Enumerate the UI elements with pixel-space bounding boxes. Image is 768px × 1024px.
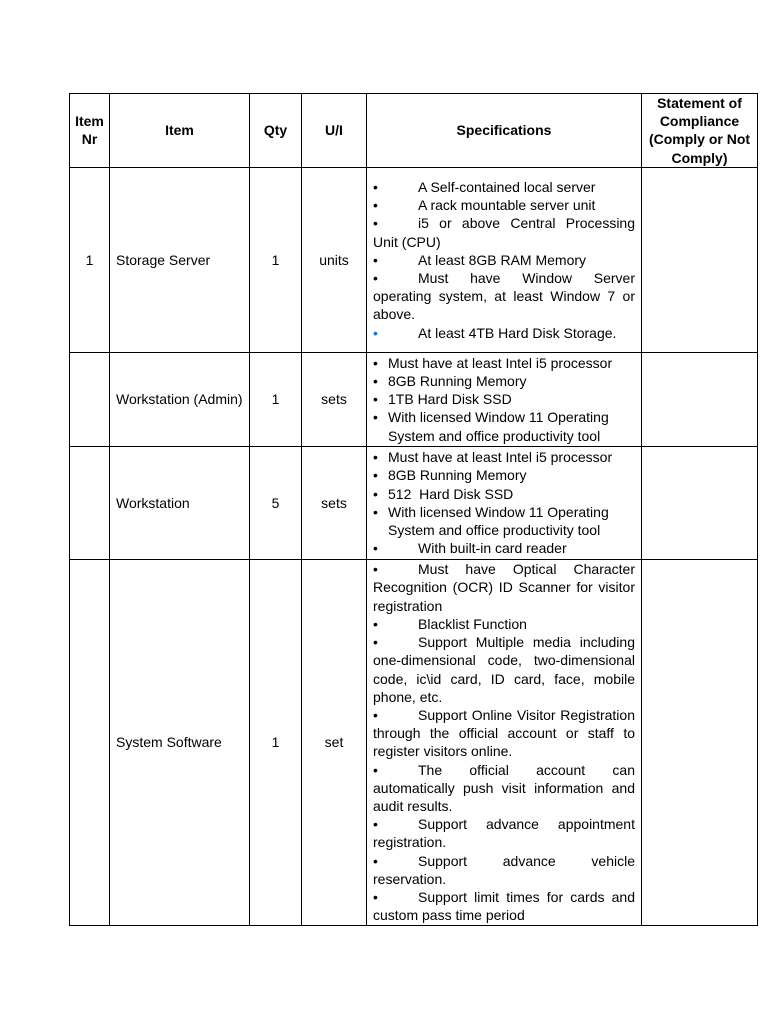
item-cell: Workstation [110,446,250,559]
specifications-cell [367,352,642,446]
bullet-icon: • [373,178,378,195]
spec-line: • Support limit times for cards and custom pass time period [373,888,635,924]
spec-line: • With built-in card reader [373,540,567,557]
list-item: • 512 Hard Disk SSD [373,485,514,502]
qty-cell: 1 [250,352,302,446]
bullet-icon: • [373,354,378,371]
bullet-icon: • [373,561,378,578]
list-item: • 8GB Running Memory [373,373,527,389]
bullet-icon: • [373,540,378,557]
bullet-icon: • [373,215,378,232]
bullet-icon: • [373,816,378,833]
bullet-icon: • [373,391,378,408]
spec-line: • A Self-contained local server [373,178,596,195]
qty-cell: 1 [250,167,302,352]
ui-cell: sets [302,352,367,446]
ui-cell: units [302,167,367,352]
compliance-cell[interactable] [642,352,758,446]
list-item: • 1TB Hard Disk SSD [373,391,512,408]
item-nr-cell [70,446,110,559]
spec-line: • i5 or above Central Processing Unit (CPU) [373,215,635,250]
item-cell: System Software [110,559,250,925]
bullet-icon: • [373,485,378,502]
bullet-icon: • [373,888,378,905]
qty-cell: 1 [250,559,302,925]
bullet-icon: • [373,449,378,466]
list-item: • With licensed Window 11 Operating System and office productivity tool [373,409,609,444]
specifications-cell [367,446,642,559]
spec-line: • At least 8GB RAM Memory [373,251,587,268]
table-row [70,352,758,446]
spec-line: • Support Multiple media including one-dimensional code, two-dimensional code, ic\id card, ID card, face, mobile phone, etc. [373,634,635,705]
header-compliance: Statement of Compliance (Comply or Not Comply) [642,94,758,168]
list-item: • With licensed Window 11 Operating System and office productivity tool [373,503,609,539]
bullet-icon: • [373,467,378,484]
spec-line: • Blacklist Function [373,615,527,632]
list-item: • Must have at least Intel i5 processor [373,354,613,371]
spec-list [373,354,635,445]
bullet-icon: • [373,409,378,426]
compliance-cell[interactable] [642,167,758,352]
bullet-icon: • [373,373,378,389]
list-item: • Must have at least Intel i5 processor [373,449,613,466]
spec-line: • A rack mountable server unit [373,197,596,214]
header-row [70,94,758,168]
bullet-icon: • [373,503,378,520]
item-cell: Storage Server [110,167,250,352]
spec-line: • Must have Optical Character Recognition (OCR) ID Scanner for visitor registration [373,561,635,614]
qty-cell: 5 [250,446,302,559]
header-ui: U/I [302,94,367,168]
bullet-icon: • [373,761,378,778]
bullet-icon: • [373,615,378,632]
spec-line: • Support advance vehicle reservation. [373,852,635,887]
header-specifications: Specifications [367,94,642,168]
ui-cell: sets [302,446,367,559]
specifications-cell [367,167,642,352]
header-item: Item [110,94,250,168]
bullet-icon: • [373,197,378,214]
spec-list [373,448,635,539]
header-qty: Qty [250,94,302,168]
table-row [70,167,758,352]
item-nr-cell: 1 [70,167,110,352]
item-cell: Workstation (Admin) [110,352,250,446]
table-row [70,446,758,559]
item-nr-cell [70,559,110,925]
header-item-nr: Item Nr [70,94,110,168]
table-row [70,559,758,925]
bullet-icon: • [373,269,378,286]
spec-line: • Support advance appointment registration. [373,816,635,851]
specification-table [69,93,758,926]
spec-line: • Support Online Visitor Registration through the official account or staff to register visitors online. [373,706,635,760]
list-item: • 8GB Running Memory [373,467,527,484]
bullet-icon: • [373,324,378,341]
compliance-cell[interactable] [642,446,758,559]
bullet-icon: • [373,634,378,651]
compliance-cell[interactable] [642,559,758,925]
ui-cell: set [302,559,367,925]
bullet-icon: • [373,706,378,723]
spec-line: • At least 4TB Hard Disk Storage. [373,324,617,341]
spec-line: • The official account can automatically push visit information and audit results. [373,761,635,814]
spec-line: • Must have Window Server operating system, at least Window 7 or above. [373,269,635,323]
item-nr-cell [70,352,110,446]
bullet-icon: • [373,852,378,869]
bullet-icon: • [373,251,378,268]
specifications-cell [367,559,642,925]
